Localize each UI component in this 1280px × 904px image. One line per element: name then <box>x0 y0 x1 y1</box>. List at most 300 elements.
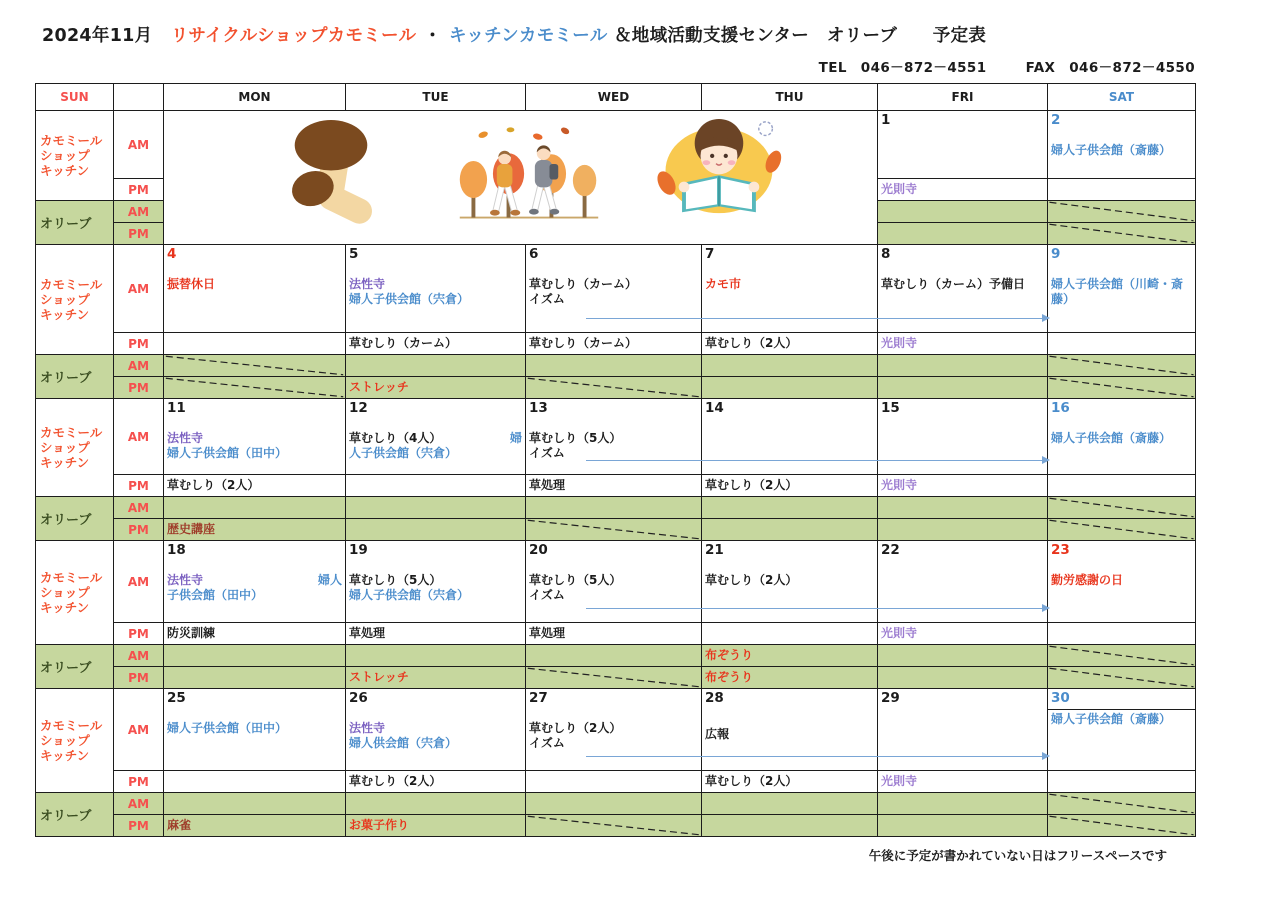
day-number: 27 <box>529 690 548 706</box>
pm-label: PM <box>114 771 164 793</box>
schedule-text: 草むしり（カーム）予備日 <box>881 277 1026 291</box>
schedule-entries <box>1048 573 1195 588</box>
schedule-entries <box>346 721 525 751</box>
day-cell-am-sat <box>1048 689 1196 771</box>
diagonal-strike-line <box>1048 815 1195 836</box>
kamomile-row-label <box>36 111 114 201</box>
weekday-header-sun: SUN <box>36 84 114 111</box>
pm-label: PM <box>114 179 164 201</box>
weekday-header-mon: MON <box>164 84 346 111</box>
diagonal-strike-line <box>526 519 701 540</box>
day-cell-pm-thu <box>702 623 878 645</box>
pm-label: PM <box>114 223 164 245</box>
day-cell-pm-tue <box>346 333 526 355</box>
week-row-4 <box>36 541 1196 689</box>
day-number: 5 <box>349 246 359 262</box>
diagonal-strike-line <box>526 667 701 688</box>
day-number: 30 <box>1048 689 1195 710</box>
schedule-text: カモ市 <box>705 277 742 291</box>
olive-cell-am-mon <box>164 793 346 815</box>
pm-label: PM <box>114 667 164 689</box>
weekday-header-fri: FRI <box>878 84 1048 111</box>
day-cell-am-thu <box>702 245 878 333</box>
olive-cell-pm-wed <box>526 377 702 399</box>
weekday-header-sat: SAT <box>1048 84 1196 111</box>
schedule-text: 婦人子供会館（川崎・斎藤） <box>1051 277 1184 306</box>
day-cell-am-mon <box>164 245 346 333</box>
pm-label: PM <box>114 377 164 399</box>
olive-cell-am-thu <box>702 355 878 377</box>
schedule-entry <box>1051 431 1192 446</box>
schedule-entry <box>167 431 342 446</box>
schedule-entry <box>167 446 342 461</box>
olive-cell-pm-sat <box>1048 519 1196 541</box>
continuation-arrow <box>586 756 1048 757</box>
olive-cell-am-tue <box>346 645 526 667</box>
schedule-entry <box>349 277 522 292</box>
day-cell-am-wed <box>526 399 702 475</box>
day-cell-pm-thu <box>702 475 878 497</box>
schedule-entry <box>349 588 522 603</box>
schedule-entries <box>164 573 345 603</box>
day-number: 14 <box>705 400 724 416</box>
day-cell-am-sat <box>1048 245 1196 333</box>
olive-cell-pm-fri <box>878 223 1048 245</box>
schedule-entries <box>526 277 701 307</box>
am-label: AM <box>114 111 164 179</box>
olive-cell-pm-mon <box>164 667 346 689</box>
schedule-text: 婦人供会館（宍倉） <box>349 736 458 750</box>
schedule-text: 婦人子供会館（宍倉） <box>349 588 470 602</box>
tel-number: TEL 046－872－4551 <box>818 60 987 76</box>
olive-cell-am-tue <box>346 793 526 815</box>
olive-cell-am-thu <box>702 793 878 815</box>
day-number: 29 <box>881 690 900 706</box>
day-cell-pm-sat <box>1048 179 1196 201</box>
olive-cell-am-fri <box>878 645 1048 667</box>
schedule-entries <box>346 277 525 307</box>
diagonal-strike-line <box>1048 377 1195 398</box>
day-number: 4 <box>167 246 177 262</box>
schedule-entries <box>1048 277 1195 307</box>
olive-cell-pm-wed <box>526 815 702 837</box>
schedule-entry: 草むしり（2人） <box>705 774 798 788</box>
olive-cell-am-sat <box>1048 201 1196 223</box>
olive-cell-pm-fri <box>878 667 1048 689</box>
olive-cell-am-tue <box>346 355 526 377</box>
olive-cell-pm-thu <box>702 815 878 837</box>
olive-cell-pm-thu <box>702 519 878 541</box>
schedule-entry <box>167 277 342 292</box>
day-cell-pm-sat <box>1048 623 1196 645</box>
olive-cell-pm-sat <box>1048 223 1196 245</box>
olive-cell-pm-mon <box>164 815 346 837</box>
schedule-entries <box>702 277 877 292</box>
olive-cell-am-thu <box>702 497 878 519</box>
day-cell-am-sat <box>1048 399 1196 475</box>
schedule-text: 草むしり（5人） <box>349 573 442 587</box>
day-cell-am-wed <box>526 541 702 623</box>
day-cell-pm-mon <box>164 771 346 793</box>
schedule-entry <box>705 573 874 588</box>
week-row-3 <box>36 399 1196 541</box>
day-number: 25 <box>167 690 186 706</box>
am-label: AM <box>114 541 164 623</box>
schedule-entry <box>349 292 522 307</box>
schedule-text: 広報 <box>705 727 730 741</box>
day-cell-pm-mon <box>164 623 346 645</box>
diagonal-strike-line <box>1048 201 1195 222</box>
schedule-entries <box>1048 431 1195 446</box>
olive-cell-am-sat <box>1048 497 1196 519</box>
kamomile-label-line: キッチン <box>40 455 90 470</box>
continuation-arrow <box>586 608 1048 609</box>
week-row-2 <box>36 245 1196 399</box>
schedule-entry <box>529 292 698 307</box>
olive-cell-pm-wed <box>526 519 702 541</box>
pm-label: PM <box>114 519 164 541</box>
diagonal-strike-line <box>1048 793 1195 814</box>
schedule-entry: 草むしり（カーム） <box>349 336 458 350</box>
day-cell-am-sat <box>1048 541 1196 623</box>
pm-label: PM <box>114 475 164 497</box>
schedule-entries <box>1048 143 1195 158</box>
schedule-text: イズム <box>529 588 565 602</box>
day-number: 2 <box>1051 112 1061 128</box>
schedule-entry <box>529 431 698 446</box>
autumn-walk-illustration <box>454 123 604 240</box>
day-number: 1 <box>881 112 891 128</box>
olive-cell-am-wed <box>526 355 702 377</box>
schedule-entry <box>1051 573 1192 588</box>
day-cell-am-thu <box>702 399 878 475</box>
schedule-entry <box>1051 143 1192 158</box>
kamomile-label-line: ショップ <box>40 148 90 163</box>
continuation-arrow <box>586 460 1048 461</box>
kamomile-row-label <box>36 399 114 497</box>
schedule-text: 婦人子供会館（田中） <box>167 721 288 735</box>
schedule-entry: 光則寺 <box>881 626 918 640</box>
schedule-entry: 光則寺 <box>881 336 918 350</box>
schedule-entry <box>349 573 522 588</box>
day-cell-pm-fri <box>878 475 1048 497</box>
am-label: AM <box>114 497 164 519</box>
day-cell-pm-fri <box>878 333 1048 355</box>
kamomile-label-line: キッチン <box>40 307 90 322</box>
day-cell-pm-thu <box>702 771 878 793</box>
diagonal-strike-line <box>1048 519 1195 540</box>
day-number: 7 <box>705 246 715 262</box>
kamomile-label-line: カモミール <box>40 425 103 440</box>
day-cell-am-fri <box>878 541 1048 623</box>
day-number: 12 <box>349 400 368 416</box>
schedule-entry <box>349 721 522 736</box>
schedule-text: 法性寺 <box>167 431 204 445</box>
day-number: 11 <box>167 400 186 416</box>
weekday-header-row <box>36 84 1196 111</box>
day-cell-am-thu <box>702 541 878 623</box>
day-cell-am-tue <box>346 245 526 333</box>
am-label: AM <box>114 793 164 815</box>
schedule-entry: 草むしり（カーム） <box>529 336 638 350</box>
title-separator: ・ <box>423 26 442 46</box>
mushrooms-illustration <box>269 115 393 241</box>
day-number: 28 <box>705 690 724 706</box>
olive-cell-pm-fri <box>878 815 1048 837</box>
schedule-entries <box>526 573 701 603</box>
schedule-entry: 麻雀 <box>167 818 192 832</box>
olive-cell-pm-fri <box>878 519 1048 541</box>
schedule-entry <box>529 446 698 461</box>
schedule-entries <box>702 727 877 742</box>
schedule-text: 婦人子供会館（斎藤） <box>1051 431 1172 445</box>
title-kitchen: キッチンカモミール <box>448 26 608 46</box>
olive-cell-am-tue <box>346 497 526 519</box>
olive-cell-pm-wed <box>526 667 702 689</box>
schedule-entry: 布ぞうり <box>705 648 754 662</box>
week-row-5 <box>36 689 1196 837</box>
kamomile-label-line: カモミール <box>40 277 103 292</box>
day-cell-am-tue <box>346 689 526 771</box>
schedule-entry: ストレッチ <box>349 380 409 394</box>
day-cell-pm-sat <box>1048 333 1196 355</box>
footer-note: 午後に予定が書かれていない日はフリースペースです <box>868 848 1167 863</box>
schedule-text: 草むしり（5人） <box>529 573 622 587</box>
schedule-entry <box>167 721 342 736</box>
day-number: 19 <box>349 542 368 558</box>
day-cell-am-wed <box>526 245 702 333</box>
day-cell-pm-sat <box>1048 771 1196 793</box>
day-number: 26 <box>349 690 368 706</box>
olive-cell-am-fri <box>878 793 1048 815</box>
child-reading-illustration <box>642 117 794 219</box>
olive-cell-pm-sat <box>1048 377 1196 399</box>
kamomile-label-line: キッチン <box>40 600 90 615</box>
schedule-text: 法性寺 <box>349 277 386 291</box>
page-title <box>42 22 1195 47</box>
kamomile-label-line: キッチン <box>40 163 90 178</box>
diagonal-strike-line <box>1048 223 1195 244</box>
olive-cell-pm-sat <box>1048 667 1196 689</box>
schedule-text: イズム <box>529 292 565 306</box>
day-number: 23 <box>1051 542 1070 558</box>
weekday-header-tue: TUE <box>346 84 526 111</box>
day-cell-am-thu <box>702 689 878 771</box>
olive-cell-pm-sat <box>1048 815 1196 837</box>
schedule-entry <box>529 736 698 751</box>
olive-cell-am-sat <box>1048 645 1196 667</box>
olive-cell-pm-mon <box>164 377 346 399</box>
day-cell-pm-thu <box>702 333 878 355</box>
kamomile-label-line: カモミール <box>40 718 103 733</box>
kamomile-label-line: ショップ <box>40 733 90 748</box>
diagonal-strike-line <box>1048 645 1195 666</box>
kamomile-row-label <box>36 689 114 793</box>
day-cell-am-fri <box>878 245 1048 333</box>
schedule-entries <box>1048 712 1195 727</box>
schedule-text: 草むしり（2人） <box>705 573 798 587</box>
day-number: 16 <box>1051 400 1070 416</box>
day-number: 13 <box>529 400 548 416</box>
weekday-header-thu: THU <box>702 84 878 111</box>
schedule-entries <box>164 721 345 736</box>
olive-cell-am-mon <box>164 497 346 519</box>
schedule-entry <box>529 573 698 588</box>
schedule-entry <box>881 277 1044 292</box>
olive-cell-pm-fri <box>878 377 1048 399</box>
schedule-text: 草むしり（4人） <box>349 431 442 445</box>
schedule-entries <box>164 431 345 461</box>
schedule-entry: 草むしり（2人） <box>705 478 798 492</box>
diagonal-strike-line <box>1048 667 1195 688</box>
calendar-table <box>35 83 1196 837</box>
olive-cell-pm-thu <box>702 667 878 689</box>
schedule-text: 子供会館（田中） <box>167 588 264 602</box>
diagonal-strike-line <box>1048 497 1195 518</box>
schedule-entry: ストレッチ <box>349 670 409 684</box>
day-cell-am-fri <box>878 689 1048 771</box>
fax-number: FAX 046－872－4550 <box>1025 60 1195 76</box>
day-number: 22 <box>881 542 900 558</box>
schedule-entry <box>349 736 522 751</box>
schedule-entries <box>346 431 525 461</box>
schedule-entry <box>1051 277 1192 307</box>
schedule-text: 婦 <box>509 431 522 445</box>
schedule-entry: 布ぞうり <box>705 670 754 684</box>
diagonal-strike-line <box>1048 355 1195 376</box>
day-cell-pm-wed <box>526 623 702 645</box>
schedule-entry <box>705 727 874 742</box>
olive-row-label: オリーブ <box>36 645 114 689</box>
schedule-text: 婦人子供会館（田中） <box>167 446 288 460</box>
schedule-entries <box>526 721 701 751</box>
day-cell-pm-tue <box>346 475 526 497</box>
schedule-entry <box>529 588 698 603</box>
schedule-entry: お菓子作り <box>349 818 410 832</box>
olive-cell-am-mon <box>164 355 346 377</box>
day-cell-pm-fri <box>878 771 1048 793</box>
day-cell-pm-tue <box>346 771 526 793</box>
olive-cell-am-mon <box>164 645 346 667</box>
day-cell-am-fri <box>878 111 1048 179</box>
day-number: 21 <box>705 542 724 558</box>
schedule-text: 婦人子供会館（斎藤） <box>1051 143 1172 157</box>
schedule-entries <box>164 277 345 292</box>
schedule-entry <box>529 277 698 292</box>
diagonal-strike-line <box>526 815 701 836</box>
olive-cell-pm-tue <box>346 377 526 399</box>
title-month: 2024年11月 <box>42 26 153 46</box>
day-cell-pm-fri <box>878 623 1048 645</box>
day-cell-pm-wed <box>526 475 702 497</box>
week-row-1 <box>36 111 1196 245</box>
olive-cell-pm-tue <box>346 519 526 541</box>
day-number: 20 <box>529 542 548 558</box>
schedule-entry <box>705 277 874 292</box>
schedule-entry: 草むしり（2人） <box>705 336 798 350</box>
kamomile-row-label <box>36 541 114 645</box>
am-label: AM <box>114 245 164 333</box>
olive-cell-am-sat <box>1048 355 1196 377</box>
day-cell-pm-sat <box>1048 475 1196 497</box>
schedule-entry: 防災訓練 <box>167 626 216 640</box>
olive-row-label: オリーブ <box>36 355 114 399</box>
schedule-text: イズム <box>529 446 565 460</box>
day-number: 15 <box>881 400 900 416</box>
day-cell-am-sat <box>1048 111 1196 179</box>
day-number: 6 <box>529 246 539 262</box>
am-label: AM <box>114 355 164 377</box>
kamomile-label-line: ショップ <box>40 440 90 455</box>
kamomile-label-line: キッチン <box>40 748 90 763</box>
olive-row-label: オリーブ <box>36 793 114 837</box>
olive-cell-am-fri <box>878 497 1048 519</box>
schedule-entry: 草むしり（2人） <box>167 478 260 492</box>
day-cell-am-mon <box>164 689 346 771</box>
schedule-text: 草むしり（5人） <box>529 431 622 445</box>
day-number: 18 <box>167 542 186 558</box>
day-cell-pm-tue <box>346 623 526 645</box>
title-recycle-shop: リサイクルショップカモミール <box>170 26 417 46</box>
schedule-text: 婦人子供会館（斎藤） <box>1051 712 1172 726</box>
schedule-text: イズム <box>529 736 565 750</box>
olive-cell-am-fri <box>878 201 1048 223</box>
schedule-entry: 草処理 <box>349 626 386 640</box>
olive-cell-am-fri <box>878 355 1048 377</box>
schedule-entry <box>167 588 342 603</box>
kamomile-label-line: ショップ <box>40 585 90 600</box>
schedule-text: 振替休日 <box>167 277 216 291</box>
pm-label: PM <box>114 815 164 837</box>
day-cell-am-wed <box>526 689 702 771</box>
schedule-entry: 光則寺 <box>881 478 918 492</box>
schedule-text: 婦人 <box>317 573 342 587</box>
olive-cell-am-thu <box>702 645 878 667</box>
diagonal-strike-line <box>164 355 345 376</box>
day-cell-am-tue <box>346 541 526 623</box>
contact-line <box>35 56 1195 76</box>
day-cell-am-fri <box>878 399 1048 475</box>
schedule-entries <box>878 277 1047 292</box>
schedule-entry: 光則寺 <box>881 182 918 196</box>
schedule-entry: 草処理 <box>529 626 566 640</box>
am-label: AM <box>114 201 164 223</box>
schedule-entries <box>526 431 701 461</box>
weekday-header-spacer <box>114 84 164 111</box>
day-cell-pm-wed <box>526 771 702 793</box>
kamomile-label-line: ショップ <box>40 292 90 307</box>
schedule-text: 草むしり（カーム） <box>529 277 638 291</box>
pm-label: PM <box>114 333 164 355</box>
diagonal-strike-line <box>164 377 345 398</box>
kamomile-label-line: カモミール <box>40 133 103 148</box>
decorative-images-cell <box>164 111 878 245</box>
schedule-entry <box>349 431 522 446</box>
day-cell-am-mon <box>164 541 346 623</box>
day-cell-pm-fri <box>878 179 1048 201</box>
olive-cell-am-sat <box>1048 793 1196 815</box>
schedule-entry: 草むしり（2人） <box>349 774 442 788</box>
olive-cell-am-wed <box>526 497 702 519</box>
olive-cell-am-wed <box>526 793 702 815</box>
schedule-text: 草むしり（2人） <box>529 721 622 735</box>
schedule-entry <box>349 446 522 461</box>
day-cell-pm-wed <box>526 333 702 355</box>
am-label: AM <box>114 645 164 667</box>
schedule-entries <box>346 573 525 603</box>
title-olive-center: ＆地域活動支援センター オリーブ 予定表 <box>613 26 987 46</box>
schedule-entry <box>167 573 342 588</box>
